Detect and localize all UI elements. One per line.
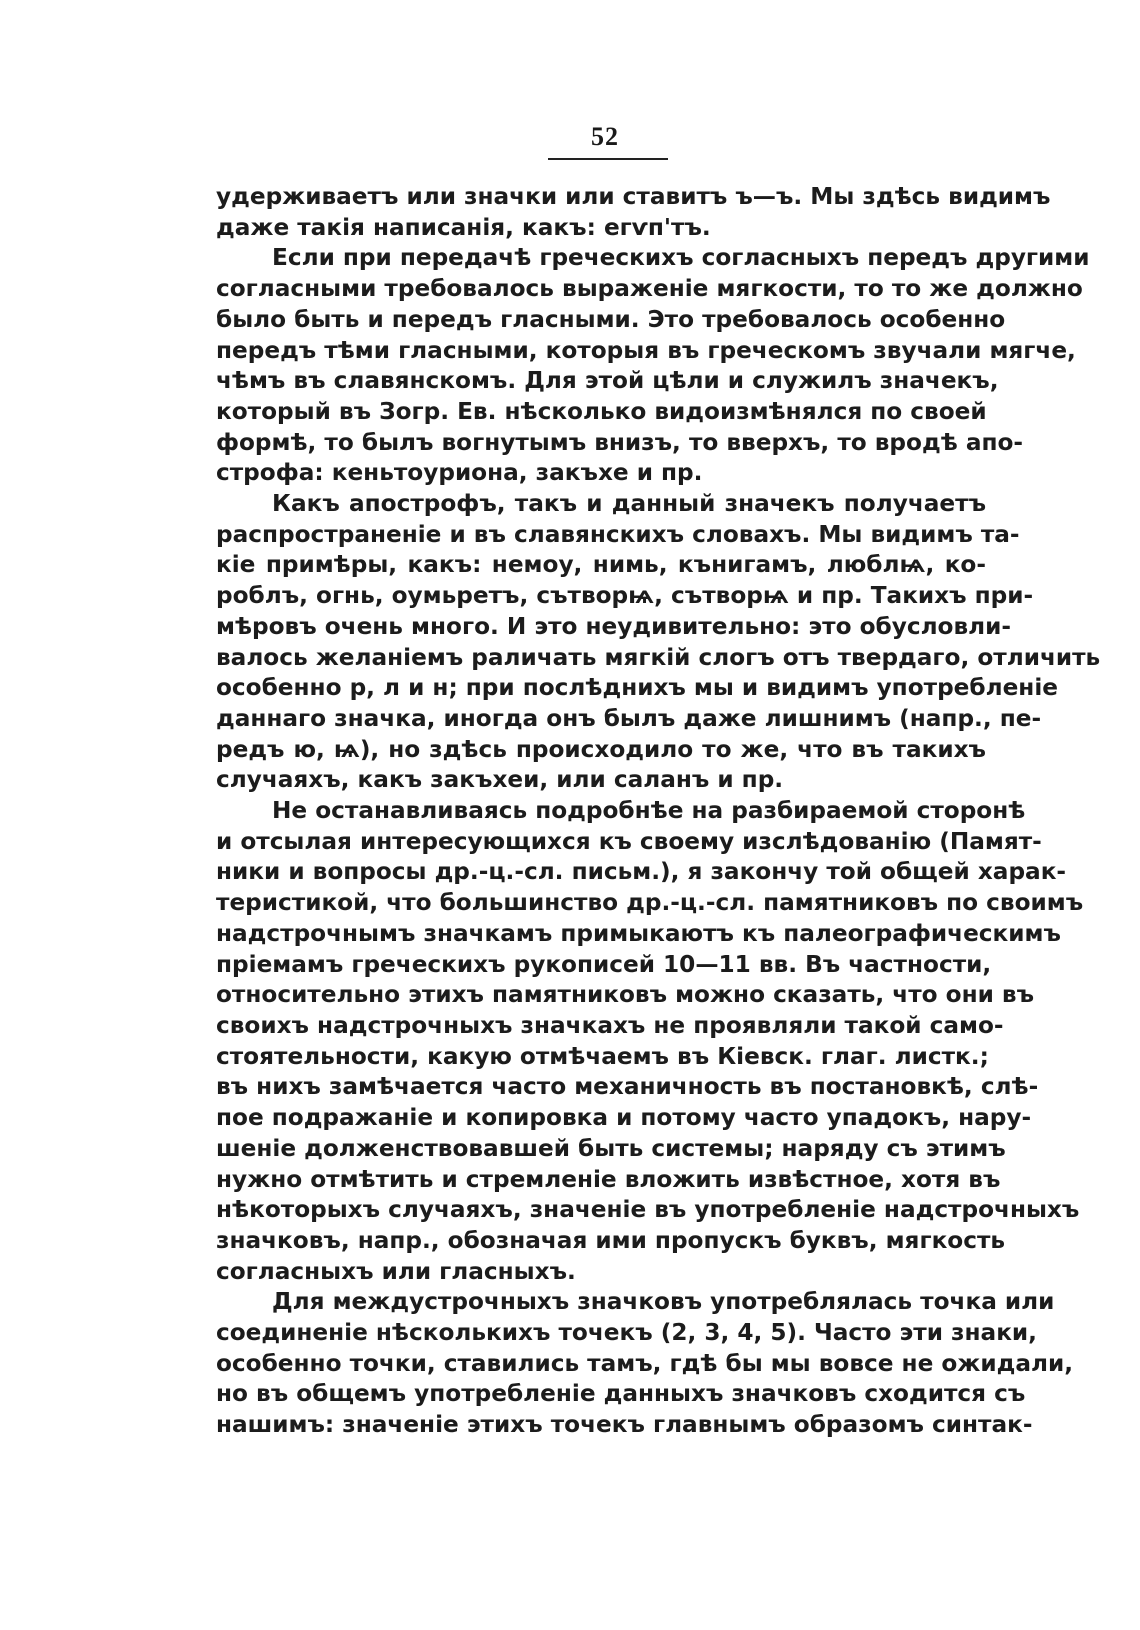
text-line: Какъ апострофъ, такъ и данный значекъ получаетъ [272, 490, 986, 518]
text-line: шеніе долженствовавшей быть системы; наряду съ этимъ [216, 1134, 1006, 1162]
text-line: особенно точки, ставились тамъ, гдѣ бы мы вовсе не ожидали, [216, 1349, 1074, 1377]
text-line: было быть и передъ гласными. Это требовалось особенно [216, 305, 1006, 333]
text-line: мѣровъ очень много. И это неудивительно: это обусловли- [216, 612, 1012, 640]
text-line: чѣмъ въ славянскомъ. Для этой цѣли и служилъ значекъ, [216, 367, 999, 395]
text-line: строфа: кеньтоуриона, закъхе и пр. [216, 459, 703, 487]
text-line: нужно отмѣтить и стремленіе вложить извѣстное, хотя въ [216, 1165, 1001, 1193]
paragraph [216, 1287, 1074, 1441]
text-line: соединеніе нѣсколькихъ точекъ (2, 3, 4, 5). Часто эти знаки, [216, 1319, 1037, 1347]
text-line: надстрочнымъ значкамъ примыкаютъ къ палеографическимъ [216, 919, 1061, 947]
text-line: кіе примѣры, какъ: немоу, нимь, кънигамъ, люблѩ, ко- [216, 551, 986, 579]
text-line: нѣкоторыхъ случаяхъ, значеніе въ употребленіе надстрочныхъ [216, 1196, 1080, 1224]
paragraph [216, 182, 1051, 243]
text-line: въ нихъ замѣчается часто механичность въ постановкѣ, слѣ- [216, 1073, 1039, 1101]
text-line: формѣ, то былъ вогнутымъ внизъ, то вверхъ, то вродѣ апо- [216, 428, 1024, 456]
text-line: теристикой, что большинство др.-ц.-сл. памятниковъ по своимъ [216, 889, 1084, 917]
text-line: относительно этихъ памятниковъ можно сказать, что они въ [216, 981, 1035, 1009]
text-line: даннаго значка, иногда онъ былъ даже лишнимъ (напр., пе- [216, 704, 1042, 732]
text-line: пріемамъ греческихъ рукописей 10—11 вв. Въ частности, [216, 950, 992, 978]
text-line: удерживаетъ или значки или ставитъ ъ—ъ. Мы здѣсь видимъ [216, 183, 1051, 210]
text-line: случаяхъ, какъ закъхеи, или саланъ и пр. [216, 766, 784, 794]
text-line: нашимъ: значеніе этихъ точекъ главнымъ образомъ синтак- [216, 1411, 1033, 1439]
text-line: валось желаніемъ раличать мягкій слогъ отъ твердаго, отличить [216, 643, 1101, 671]
text-line: согласными требовалось выраженіе мягкости, то то же должно [216, 275, 1083, 303]
text-line: особенно р, л и н; при послѣднихъ мы и видимъ употребленіе [216, 674, 1058, 702]
text-line: но въ общемъ употребленіе данныхъ значковъ сходится съ [216, 1380, 1026, 1408]
text-line: даже такія написанія, какъ: егѵп'тъ. [216, 213, 711, 241]
text-line: ники и вопросы др.-ц.-сл. письм.), я закончу той общей харак- [216, 858, 1067, 886]
text-line: и отсылая интересующихся къ своему изслѣдованію (Памят- [216, 827, 1042, 855]
text-line: редъ ю, ѩ), но здѣсь происходило то же, что въ такихъ [216, 735, 986, 763]
text-line: согласныхъ или гласныхъ. [216, 1257, 576, 1285]
text-line: распространеніе и въ славянскихъ словахъ. Мы видимъ та- [216, 520, 1020, 548]
text-line: стоятельности, какую отмѣчаемъ въ Кіевск. глаг. листк.; [216, 1042, 989, 1070]
text-line: значковъ, напр., обозначая ими пропускъ буквъ, мягкость [216, 1226, 1006, 1254]
text-line: пое подражаніе и копировка и потому часто упадокъ, нару- [216, 1104, 1032, 1132]
page-number: 52 [591, 122, 619, 151]
paragraph [216, 243, 1090, 489]
text-line: своихъ надстрочныхъ значкахъ не проявляли такой само- [216, 1011, 1004, 1039]
text-line: который въ Зогр. Ев. нѣсколько видоизмѣнялся по своей [216, 397, 987, 425]
text-line: Если при передачѣ греческихъ согласныхъ передъ другими [272, 244, 1090, 272]
text-line: Не останавливаясь подробнѣе на разбираемой сторонѣ [272, 797, 1026, 825]
text-line: передъ тѣми гласными, которыя въ греческомъ звучали мягче, [216, 336, 1076, 364]
page-number-rule [548, 158, 668, 160]
paragraph [216, 796, 1084, 1287]
body-text [216, 182, 1101, 1441]
paragraph [216, 489, 1101, 796]
text-line: роблъ, огнь, оумьретъ, сътворѩ, сътворѩ и пр. Такихъ при- [216, 582, 1034, 610]
text-line: Для междустрочныхъ значковъ употреблялась точка или [272, 1288, 1055, 1316]
